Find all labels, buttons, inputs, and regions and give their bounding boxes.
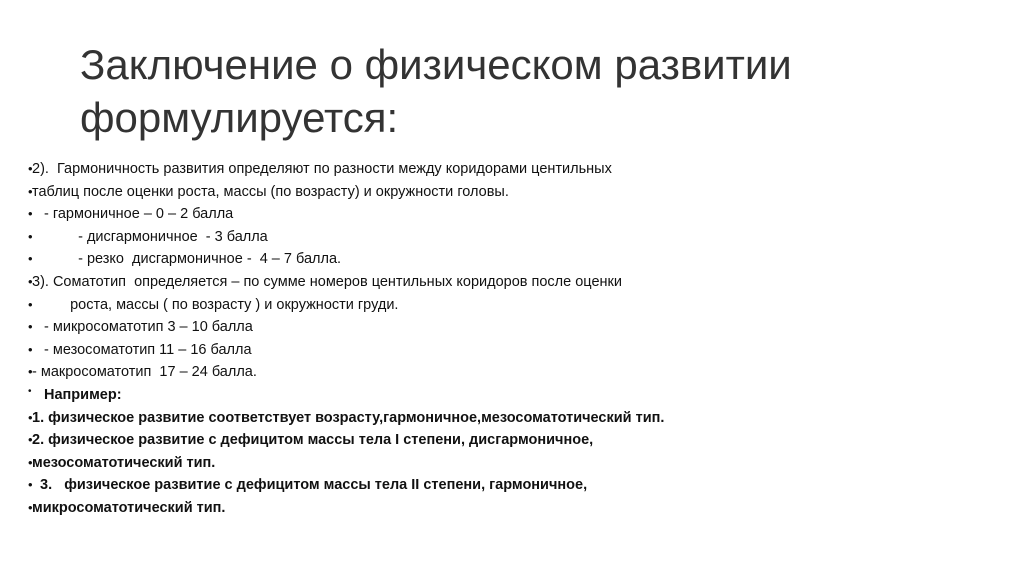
list-item-text: 2). Гармоничность развития определяют по разности между коридорами центильных [32,161,612,177]
list-item-16 [28,497,988,520]
list-item-12 [28,407,988,430]
list-item-text: таблиц после оценки роста, массы (по возрасту) и окружности головы. [32,183,509,200]
bullet-icon: • [28,251,33,267]
list-item-14 [28,452,988,475]
list-item-2 [28,181,988,204]
bullet-icon: • [28,454,33,470]
list-item-text: мезосоматотический тип. [32,454,216,471]
list-item-7 [28,294,988,317]
list-item-text: - мезосоматотип 11 – 16 балла [40,341,252,358]
slide-title: Заключение о физическом развитии формулируется: [80,41,792,141]
list-item-9 [28,339,988,362]
list-item-13 [28,429,988,452]
list-item-3 [28,203,988,226]
bullet-icon: • [28,319,33,335]
list-item-8 [28,316,988,339]
bullet-icon: • [28,228,33,244]
bullet-icon: • [28,273,33,289]
bullet-icon: • [28,385,32,397]
list-item-11 [28,384,988,407]
list-item-text: микросоматотический тип. [32,499,226,516]
list-item-text: роста, массы ( по возрасту ) и окружности груди. [58,296,399,313]
list-item-5 [28,248,988,271]
list-item-text: - гармоничное – 0 – 2 балла [40,206,234,223]
list-item-text: - макросоматотип 17 – 24 балла. [32,364,257,381]
bullet-icon: • [28,296,33,312]
list-item-15 [28,474,988,497]
bullet-icon: • [28,432,33,448]
bullet-icon: • [28,477,33,493]
list-item-text: - дисгармоничное - 3 балла [62,228,268,245]
bullet-icon: • [28,161,33,176]
list-item-text: - резко дисгармоничное - 4 – 7 балла. [62,251,342,268]
list-item-6 [28,271,988,294]
list-item-text: - микросоматотип 3 – 10 балла [40,319,253,336]
list-item-text: Например: [44,386,122,403]
bullet-icon: • [28,341,33,357]
bullet-icon: • [28,409,33,425]
list-item-text: 2. физическое развитие с дефицитом массы тела I степени, дисгармоничное, [32,432,594,449]
list-item-text: 3). Соматотип определяется – по сумме номеров центильных коридоров после оценки [32,273,622,290]
list-item-text: 1. физическое развитие соответствует возрасту,гармоничное,мезосоматотический тип. [32,409,665,426]
bullet-icon: • [28,206,33,222]
list-item-text: 3. физическое развитие с дефицитом массы тела II степени, гармоничное, [36,477,588,494]
bullet-icon: • [28,499,33,515]
list-item-10 [28,361,988,384]
content-list [28,158,988,520]
bullet-icon: • [28,183,33,199]
bullet-icon: • [28,364,33,380]
list-item-1 [28,158,988,181]
list-item-4 [28,226,988,249]
